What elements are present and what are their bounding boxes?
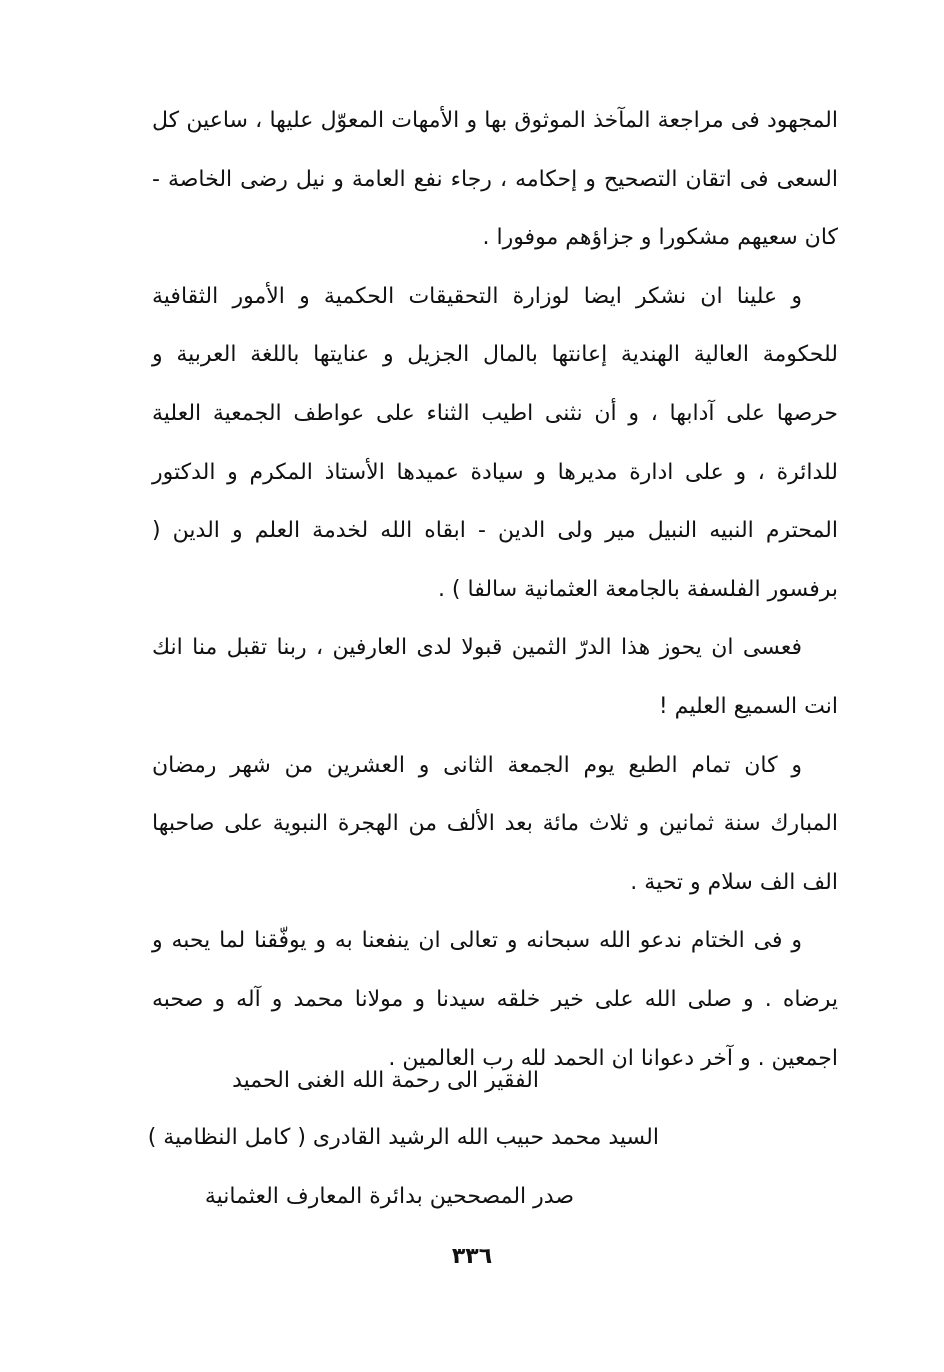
signature-line-1: الفقير الى رحمة الله الغنى الحميد xyxy=(232,1068,539,1093)
signature-line-3: صدر المصححين بدائرة المعارف العثمانية xyxy=(204,1184,574,1209)
paragraph-thanks-ministry: و علينا ان نشكر ايضا لوزارة التحقيقات الحكمية و الأمور الثقافية للحكومة العالية الهندية إعانتها بالمال الجزيل و عنايتها باللغة العربية و حرصها على آدابها ، و أن نثنى اطيب الثناء على عواطف الجمعية العلية للدائرة ، و على ادارة مديرها و سيادة عميدها الأستاذ المكرم و الدكتور المحترم النبيه النبيل مير ولى الدين - ابقاه الله لخدمة العلم و الدين ( برفسور الفلسفة بالجامعة العثمانية سالفا ) . xyxy=(152,283,838,602)
signature-line-2: السيد محمد حبيب الله الرشيد القادرى ( كامل النظامية ) xyxy=(147,1125,659,1150)
paragraph-closing-prayer: و فى الختام ندعو الله سبحانه و تعالى ان ينفعنا به و يوفّقنا لما يحبه و يرضاه . و صلى الله على خير خلقه سيدنا و مولانا محمد و آله و صحبه اجمعين . و آخر دعوانا ان الحمد لله رب العالمين . xyxy=(152,928,838,1071)
paragraph-hope-acceptance: فعسى ان يحوز هذا الدرّ الثمين قبولا لدى العارفين ، ربنا تقبل منا انك انت السميع العليم ! xyxy=(152,635,838,719)
body-text xyxy=(152,92,838,1088)
page-number: ٣٣٦ xyxy=(451,1244,493,1269)
paragraph-acknowledgment-editors: المجهود فى مراجعة المآخذ الموثوق بها و الأمهات المعوّل عليها ، ساعين كل السعى فى اتقان التصحيح و إحكامه ، رجاء نفع العامة و نيل رضى الخاصة - كان سعيهم مشكورا و جزاؤهم موفورا . xyxy=(152,108,838,251)
paragraph-printing-date: و كان تمام الطبع يوم الجمعة الثانى و العشرين من شهر رمضان المبارك سنة ثمانين و ثلاث مائة بعد الألف من الهجرة النبوية على صاحبها الف الف سلام و تحية . xyxy=(152,752,838,895)
